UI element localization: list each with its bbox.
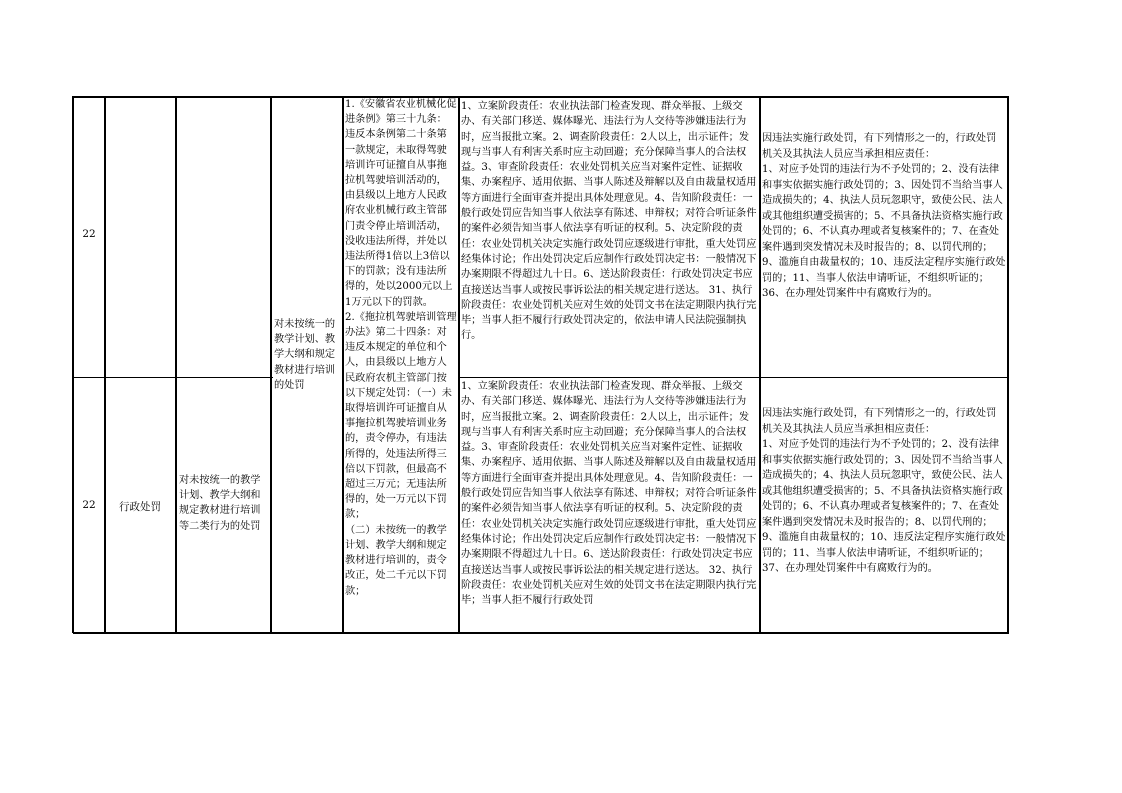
- table-right-border: [1007, 96, 1009, 633]
- legal-basis-text: 1.《安徽省农业机械化促进条例》第三十九条：违反本条例第二十条第一款规定，未取得驾驶培训许可证擅自从事拖拉机驾驶培训活动的，由县级以上地方人民政府农业机械行政主管部门责令停止培训活动，没收违法所得，并处以违法所得1倍以上3倍以下的罚款；没有违法所得的，处以2000元以上1万元以下的罚款。 2.《拖拉机驾驶培训管理办法》第二十四条：对违反本规定的单位和个人，由县级以上地方人民政府农机主管部门按以下规定处罚：（一）未取得培训许可证擅自从事拖拉机驾驶培训业务的，责令停办，有违法所得的，处违法所得三倍以下罚款，但最高不超过三万元；无违法所得的，处一万元以下罚款； （二）未按统一的教学计划、教学大纲和规定教材进行培训的，责令改正，处二千元以下罚款；: [345, 99, 457, 597]
- row1-seq-number: 22: [82, 228, 96, 240]
- row1-accountability-text: 因违法实施行政处罚，有下列情形之一的，行政处罚机关及其执法人员应当承担相应责任： 1、对应予处罚的违法行为不予处罚的；2、没有法律和事实依据实施行政处罚的；3、因处罚不当给当事人造成损失的；4、执法人员玩忽职守，致使公民、法人或其他组织遭受损害的；5、不具备执法资格实施行政处罚的；6、不认真办理或者复核案件的；7、在查处案件遇到突发情况未及时报告的；8、以罚代刑的；9、滥施自由裁量权的；10、违反法定程序实施行政处罚的；11、当事人依法申请听证，不组织听证的；36、在办理处罚案件中有腐败行为的。: [762, 133, 1006, 299]
- row2-item: 对未按统一的教学计划、教学大纲和规定教材进行培训等二类行为的处罚: [179, 475, 261, 532]
- row2-seq-number: 22: [82, 499, 96, 511]
- row2-category: 行政处罚: [119, 501, 161, 513]
- table-bottom-border: [73, 632, 1009, 634]
- sub-item-text: 对未按统一的教学计划、教学大纲和规定教材进行培训的处罚: [274, 319, 336, 391]
- row1-item: [178, 98, 270, 376]
- row-divider: [73, 377, 273, 378]
- row1-category: [106, 98, 174, 376]
- row1-responsibility-text: 1、立案阶段责任：农业执法部门检查发现、群众举报、上级交办、有关部门移送、媒体曝光、违法行为人交待等涉嫌违法行为时，应当报批立案。2、调查阶段责任：2人以上，出示证件；发现与当事人有利害关系时应主动回避；充分保障当事人的合法权益。3、审查阶段责任：农业处罚机关应当对案件定性、证据收集、办案程序、适用依据、当事人陈述及辩解以及自由裁量权适用等方面进行全面审查并提出具体处理意见。4、告知阶段责任：一般行政处罚应告知当事人依法享有陈述、申辩权；对符合听证条件的案件必须告知当事人依法享有听证的权利。5、决定阶段的责任：农业处罚机关决定实施行政处罚应逐级进行审批，重大处罚应经集体讨论；作出处罚决定后应制作行政处罚决定书：一般情况下办案期限不得超过九十日。6、送达阶段责任：行政处罚决定书应直接送达当事人或按民事诉讼法的相关规定进行送达。 31、执行阶段责任：农业处罚机关应对生效的处罚文书在法定期限内执行完毕；当事人拒不履行行政处罚决定的，依法申请人民法院强制执行。: [461, 101, 757, 342]
- col-divider-3: [270, 96, 272, 633]
- col-divider-5: [458, 96, 460, 633]
- col-divider-6: [759, 96, 761, 633]
- row2-responsibility-text: 1、立案阶段责任：农业执法部门检查发现、群众举报、上级交办、有关部门移送、媒体曝光、违法行为人交待等涉嫌违法行为时，应当报批立案。2、调查阶段责任：2人以上，出示证件；发现与当事人有利害关系时应主动回避；充分保障当事人的合法权益。3、审查阶段责任：农业处罚机关应当对案件定性、证据收集、办案程序、适用依据、当事人陈述及辩解以及自由裁量权适用等方面进行全面审查并提出具体处理意见。4、告知阶段责任：一般行政处罚应告知当事人依法享有陈述、申辩权；对符合听证条件的案件必须告知当事人依法享有听证的权利。5、决定阶段的责任：农业处罚机关决定实施行政处罚应逐级进行审批，重大处罚应经集体讨论；作出处罚决定后应制作行政处罚决定书：一般情况下办案期限不得超过九十日。6、送达阶段责任：行政处罚决定书应直接送达当事人或按民事诉讼法的相关规定进行送达。 32、执行阶段责任：农业处罚机关应对生效的处罚文书在法定期限内执行完毕；当事人拒不履行行政处罚: [461, 381, 757, 607]
- row2-accountability-text: 因违法实施行政处罚，有下列情形之一的，行政处罚机关及其执法人员应当承担相应责任： 1、对应予处罚的违法行为不予处罚的；2、没有法律和事实依据实施行政处罚的；3、因处罚不当给当事人造成损失的；4、执法人员玩忽职守，致使公民、法人或其他组织遭受损害的；5、不具备执法资格实施行政处罚的；6、不认真办理或者复核案件的；7、在查处案件遇到突发情况未及时报告的；8、以罚代刑的；9、滥施自由裁量权的；10、违反法定程序实施行政处罚的；11、当事人依法申请听证，不组织听证的；37、在办理处罚案件中有腐败行为的。: [762, 408, 1006, 574]
- col-divider-4: [342, 96, 344, 633]
- row-divider-right: [458, 377, 1009, 378]
- table-left-border: [72, 96, 74, 633]
- col-divider-2: [175, 96, 177, 633]
